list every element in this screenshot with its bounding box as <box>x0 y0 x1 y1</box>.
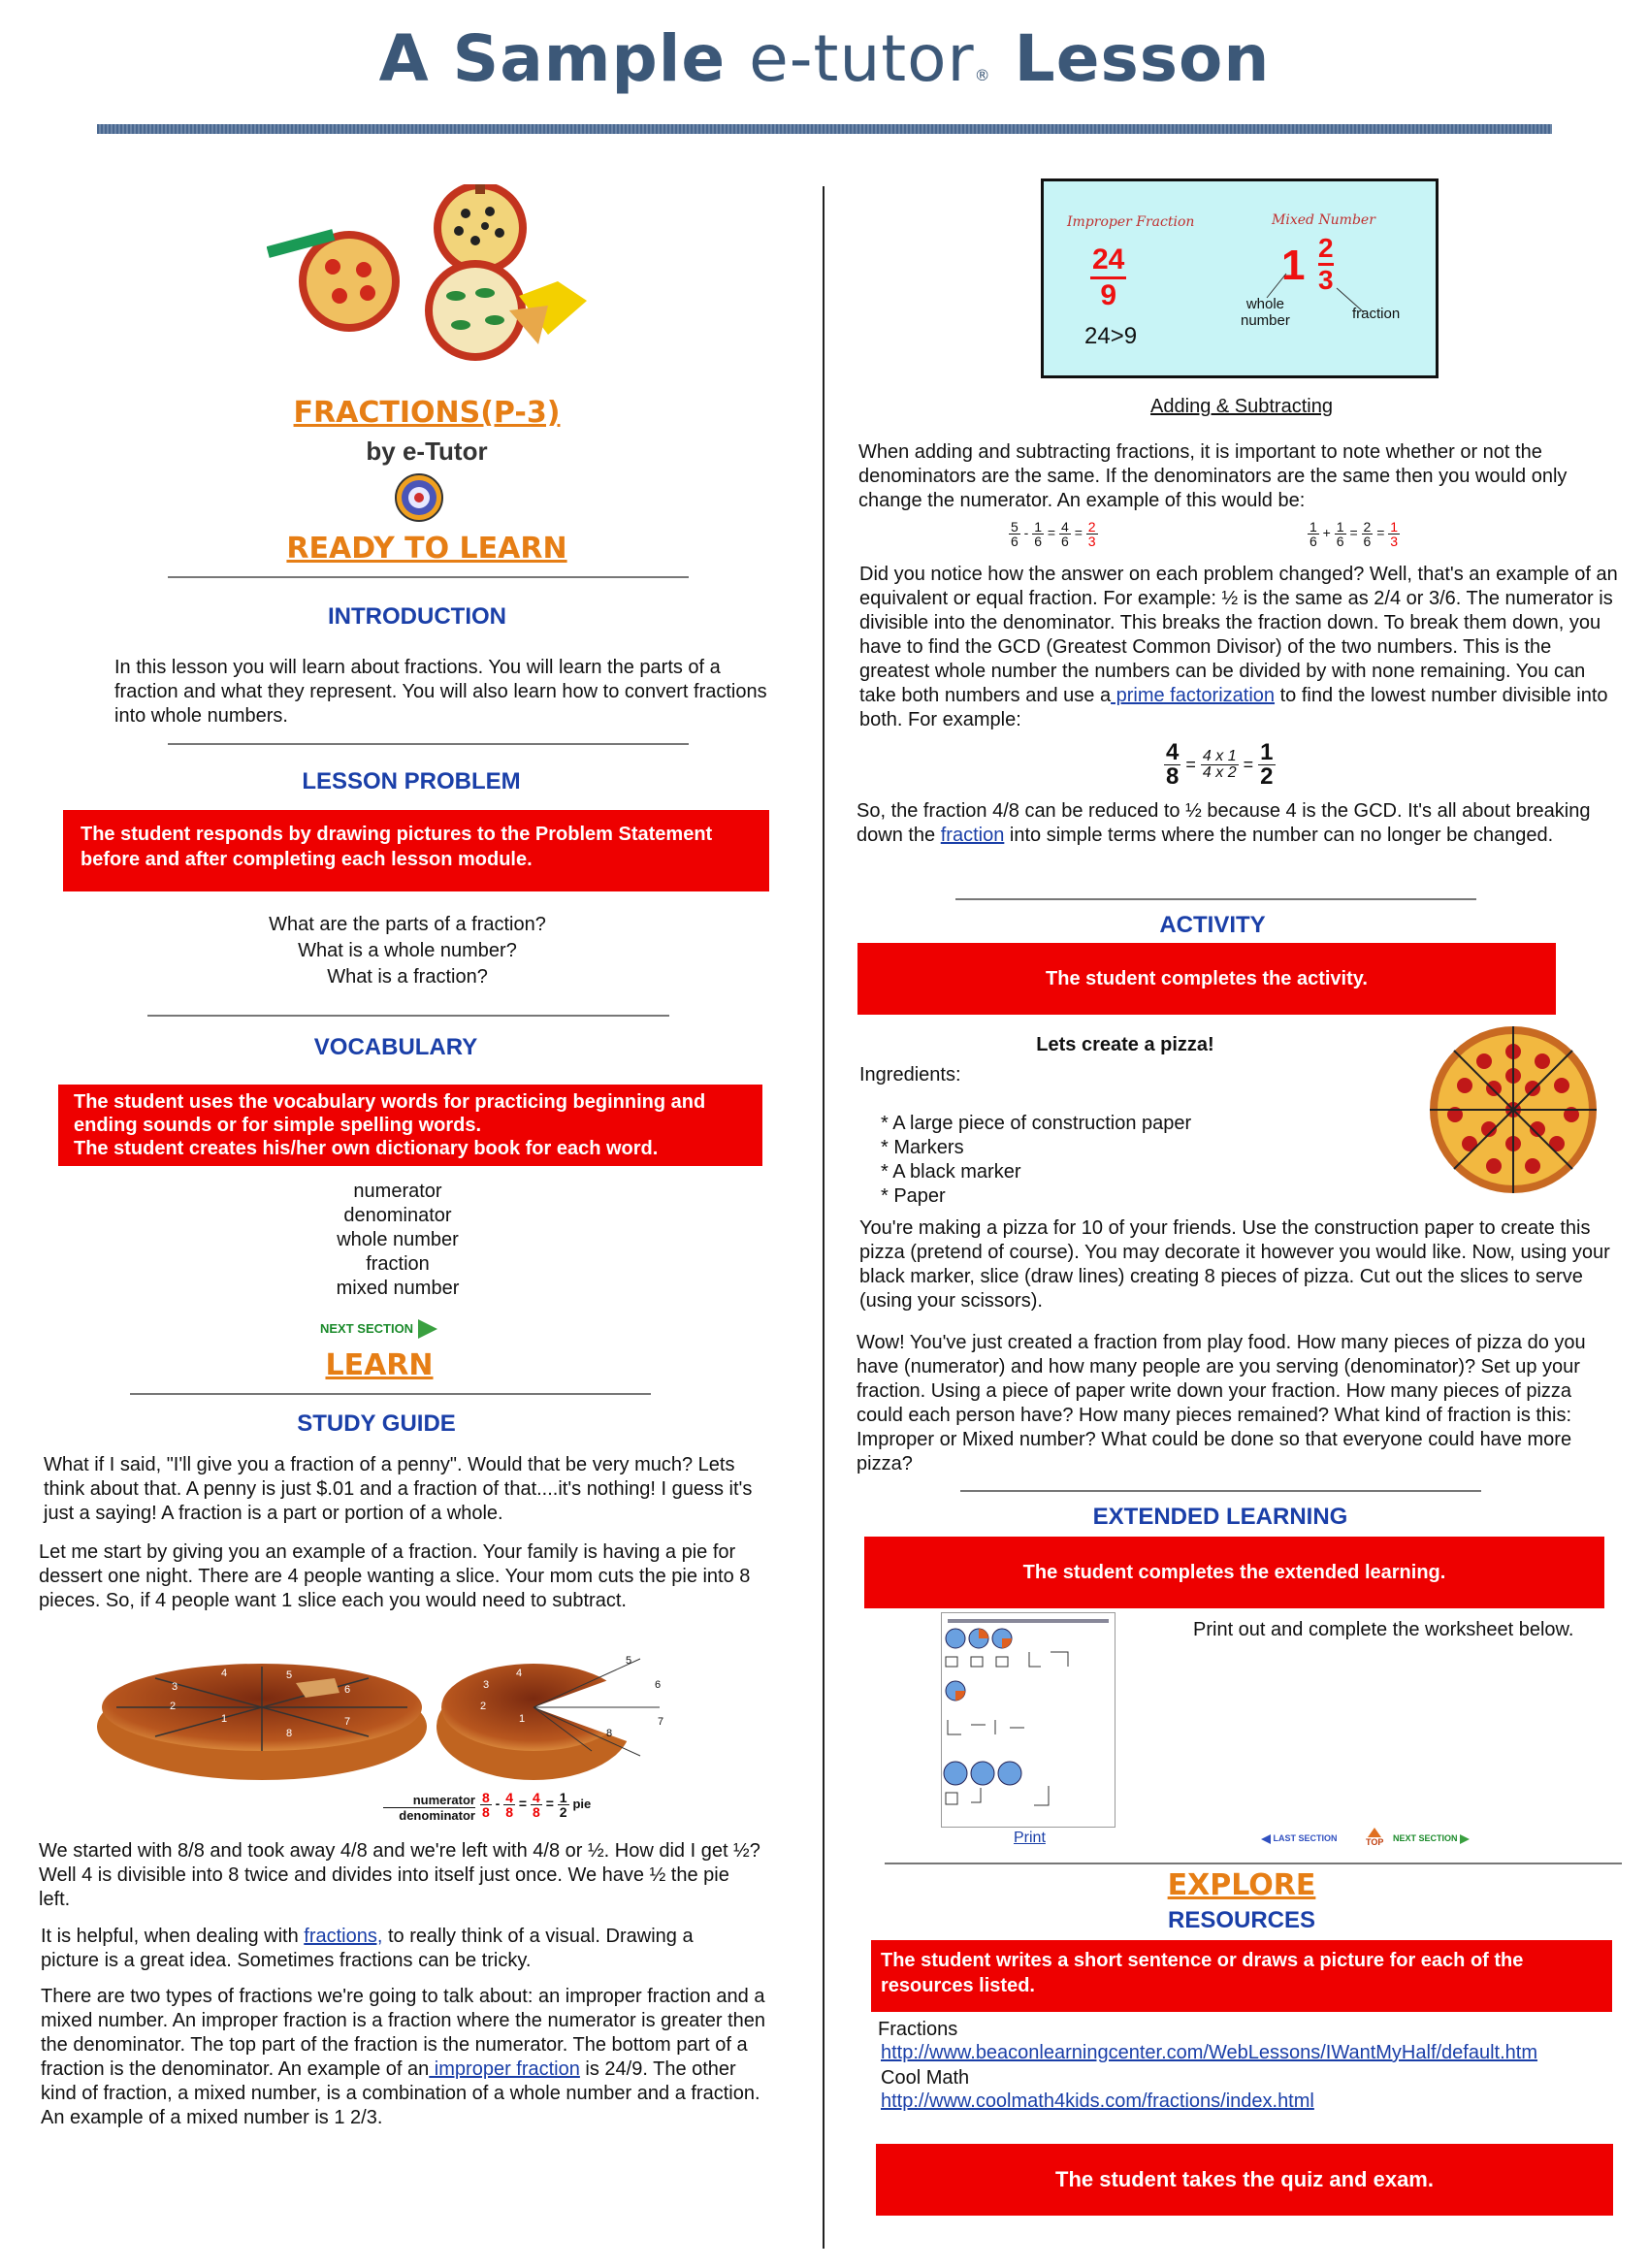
question: What is a fraction? <box>327 966 488 988</box>
pie-label: 5 <box>286 1669 293 1681</box>
extended-learning-heading: EXTENDED LEARNING <box>1092 1504 1348 1530</box>
lesson-problem-heading: LESSON PROBLEM <box>302 768 521 794</box>
denominator-label: denominator <box>399 1808 475 1823</box>
vocabulary-box-line: The student uses the vocabulary words for practicing beginning and ending sounds or for simple spelling words. <box>74 1091 706 1136</box>
activity-box: The student completes the activity. <box>857 943 1556 1015</box>
pie-label: 8 <box>286 1728 293 1739</box>
ingredients-label: Ingredients: <box>859 1064 961 1085</box>
header-rule <box>97 124 1552 134</box>
arrow-right-icon <box>418 1319 437 1339</box>
etutor-logo: e-tutor® <box>749 21 991 96</box>
pie-label: 6 <box>344 1684 351 1696</box>
divider <box>168 576 689 578</box>
arrow-left-icon <box>1261 1834 1271 1844</box>
adding-subtracting-heading: Adding & Subtracting <box>1150 396 1333 417</box>
resource-label: Cool Math <box>881 2067 970 2089</box>
introduction-text: In this lesson you will learn about fractions. You will learn the parts of a fraction and what they represent. You will also learn how to convert fractions into whole numbers. <box>114 657 767 727</box>
activity-heading: ACTIVITY <box>1159 912 1266 938</box>
byline: by e-Tutor <box>366 437 488 466</box>
worksheet-thumbnail[interactable] <box>941 1612 1116 1828</box>
question: What is a whole number? <box>298 940 517 961</box>
study-paragraph-3: We started with 8/8 and took away 4/8 and we're left with 4/8 or ½. How did I get ½? Well 4 is divisible into 8 twice and divides into itself just once. We have ½ the pie left. <box>39 1840 760 1910</box>
improper-fraction-value: 24 9 <box>1092 243 1125 311</box>
pie-label: 4 <box>516 1668 523 1679</box>
pies-illustration <box>97 1639 679 1785</box>
last-section-link[interactable]: LAST SECTION <box>1261 1833 1338 1844</box>
activity-paragraph-2: Wow! You've just created a fraction from play food. How many pieces of pizza do you have (numerator) and how many people are you serving (denominator)? Set up your fraction. Using a piece of paper write down your fraction. How many pieces of pizza could each person have? How many pieces remained? What kind of fraction is this: Improper or Mixed number? What could be done so that everyone could have more pizza? <box>857 1332 1586 1474</box>
introduction-heading: INTRODUCTION <box>328 603 506 630</box>
mixed-fraction-value: 2 3 <box>1318 233 1334 295</box>
addition-example: $\frac{1}{6}$ + $\frac{1}{6}$ = $\frac{2}{6}$ = $\frac{1}{3}$ <box>1310 519 1399 549</box>
header-pre: A Sample <box>378 21 727 96</box>
comparison-text: 24>9 <box>1084 323 1138 349</box>
explore-box: The student writes a short sentence or draws a picture for each of the resources listed. <box>871 1940 1612 2012</box>
improper-fraction-link[interactable]: improper fraction <box>429 2058 580 2080</box>
print-link[interactable]: Print <box>1014 1830 1046 1846</box>
ready-to-learn-heading: READY TO LEARN <box>286 532 567 566</box>
improper-fraction-label: Improper Fraction <box>1067 214 1195 230</box>
arrow-right-icon <box>1460 1834 1470 1844</box>
mixed-number-label: Mixed Number <box>1272 212 1375 228</box>
lesson-title: FRACTIONS(P-3) <box>293 396 561 430</box>
pie-unit: pie <box>572 1797 592 1812</box>
diagram-pointers <box>1044 181 1436 375</box>
medallion-icon <box>394 472 444 523</box>
mixed-whole: 1 <box>1281 242 1306 289</box>
problem-questions <box>165 912 650 990</box>
divider <box>168 743 689 745</box>
vocab-word: numerator <box>353 1181 442 1202</box>
fraction-label: fraction <box>1352 306 1401 322</box>
divider <box>955 898 1476 900</box>
coolmath-link[interactable]: http://www.coolmath4kids.com/fractions/index.html <box>881 2090 1314 2112</box>
study-paragraph-1: What if I said, "I'll give you a fraction of a penny". Would that be very much? Lets think about that. A penny is just $.01 and a fraction of that....it's nothing! I guess it's just a saying! A fraction is a part or portion of a whole. <box>44 1454 753 1524</box>
study-paragraph-4: It is helpful, when dealing with fractions, to really think of a visual. Drawing a picture is a great idea. Sometimes fractions can be tricky. <box>41 1926 694 1971</box>
ingredient-item: * Markers <box>881 1137 964 1158</box>
quiz-box: The student takes the quiz and exam. <box>876 2144 1613 2216</box>
page-header <box>0 21 1649 96</box>
section-navigation <box>1261 1828 1494 1857</box>
pie-label: 8 <box>606 1728 613 1739</box>
pie-label: 7 <box>344 1716 351 1728</box>
pie-label: 1 <box>519 1713 526 1725</box>
ingredients-list <box>881 1112 1269 1209</box>
learn-heading: LEARN <box>325 1348 434 1382</box>
next-section-link[interactable] <box>320 1319 475 1345</box>
next-section-link[interactable]: NEXT SECTION <box>1393 1833 1470 1844</box>
resources-heading: RESOURCES <box>1167 1907 1316 1933</box>
vocabulary-words <box>252 1180 543 1301</box>
pie-label: 6 <box>655 1679 662 1691</box>
vocab-word: denominator <box>343 1205 452 1226</box>
pepperoni-pizza-image <box>1426 1022 1600 1197</box>
adding-text: When adding and subtracting fractions, it is important to note whether or not the denominators are the same. If the denominators are the same then you would only change the numerator. An example of this would be: <box>858 441 1568 511</box>
lesson-problem-box: The student responds by drawing pictures to the Problem Statement before and after completing each lesson module. <box>63 810 769 891</box>
study-paragraph-2: Let me start by giving you an example of a fraction. Your family is having a pie for dessert one night. There are 4 people wanting a slice. Your mom cuts the pie into 8 pieces. So, if 4 people want 1 slice each you would need to subtract. <box>39 1541 751 1611</box>
divider <box>147 1015 669 1017</box>
pie-label: 7 <box>658 1716 664 1728</box>
fractions-link[interactable]: fractions, <box>304 1926 383 1947</box>
vocabulary-box-line: The student creates his/her own dictionary book for each word. <box>74 1138 659 1159</box>
resource-label: Fractions <box>878 2019 958 2040</box>
pie-label: 3 <box>483 1679 490 1691</box>
top-link[interactable]: TOP <box>1366 1828 1383 1847</box>
gcd-text: Did you notice how the answer on each problem changed? Well, that's an example of an equivalent or equal fraction. For example: ½ is the same as 2/4 or 3/6. The numerator is divisible into the denominator. This breaks the fraction down. To break them down, you have to find the GCD (Greatest Common Divisor) of the two numbers. This is the greatest whole number the numbers can be divided by with none remaining. You can take both numbers and use a prime factorization to find the lowest number divisible into both. For example: <box>859 564 1618 730</box>
ingredient-item: * Paper <box>881 1185 946 1207</box>
pizzas-image <box>267 184 606 378</box>
beacon-link[interactable]: http://www.beaconlearningcenter.com/WebLessons/IWantMyHalf/default.htm <box>881 2042 1538 2063</box>
fraction-diagram <box>1041 178 1439 378</box>
vocab-word: fraction <box>366 1253 430 1275</box>
vocab-word: mixed number <box>336 1278 460 1299</box>
pie-label: 2 <box>480 1701 487 1712</box>
column-divider <box>823 186 824 2249</box>
divider <box>885 1863 1622 1864</box>
reduce-text: So, the fraction 4/8 can be reduced to ½ because 4 is the GCD. It's all about breaking down the fraction into simple terms where the number can no longer be changed. <box>857 800 1591 846</box>
pie-label: 1 <box>221 1713 228 1725</box>
divider <box>960 1490 1481 1492</box>
pizza-title: Lets create a pizza! <box>1036 1034 1214 1055</box>
vocab-word: whole number <box>337 1229 459 1250</box>
study-paragraph-5: There are two types of fractions we're going to talk about: an improper fraction and a mixed number. An improper fraction is a fraction where the numerator is greater then the denominator. The top part of the fraction is the numerator. The bottom part of a fraction is the denominator. An example of an improper fraction is 24/9. The other kind of fraction, a mixed number, is a combination of a whole number and a fraction. An example of a mixed number is 1 2/3. <box>41 1986 766 2128</box>
explore-heading: EXPLORE <box>1167 1868 1316 1902</box>
fraction-link[interactable]: fraction <box>940 825 1005 846</box>
pie-equation: numerator denominator $\frac{8}{8}$ - $\frac{4}{8}$ = $\frac{4}{8}$ = $\frac{1}{2}$ pie <box>383 1791 674 1830</box>
question: What are the parts of a fraction? <box>269 914 546 935</box>
divider <box>130 1393 651 1395</box>
activity-paragraph-1: You're making a pizza for 10 of your friends. Use the construction paper to create this pizza (pretend of course). You may decorate it however you would like. Now, using your black marker, slice (draw lines) creating 8 pieces of pizza. Cut out the slices to serve (using your scissors). <box>859 1217 1610 1312</box>
numerator-label: numerator <box>383 1793 475 1808</box>
extended-learning-box: The student completes the extended learning. <box>864 1537 1604 1608</box>
next-section-label: NEXT SECTION <box>320 1321 414 1337</box>
ingredient-item: * A black marker <box>881 1161 1021 1183</box>
gcd-example: $\frac{4}{8}$ = $\frac{4 x 1}{4 x 2}$ = $\frac{1}{2}$ <box>1166 739 1274 790</box>
pie-label: 2 <box>170 1701 177 1712</box>
whole-number-label: whole number <box>1241 296 1290 329</box>
ingredient-item: * A large piece of construction paper <box>881 1113 1192 1134</box>
pie-label: 5 <box>626 1655 632 1667</box>
vocabulary-box <box>58 1085 762 1166</box>
study-guide-heading: STUDY GUIDE <box>297 1410 456 1437</box>
arrow-up-icon <box>1368 1828 1381 1837</box>
vocabulary-heading: VOCABULARY <box>313 1034 478 1060</box>
prime-factorization-link[interactable]: prime factorization <box>1111 685 1276 706</box>
pie-label: 3 <box>172 1681 178 1693</box>
pie-label: 4 <box>221 1668 228 1679</box>
header-post: Lesson <box>1014 21 1271 96</box>
subtraction-example: $\frac{5}{6}$ - $\frac{1}{6}$ = $\frac{4}{6}$ = $\frac{2}{3}$ <box>1011 519 1096 549</box>
worksheet-instruction: Print out and complete the worksheet below. <box>1193 1619 1574 1640</box>
